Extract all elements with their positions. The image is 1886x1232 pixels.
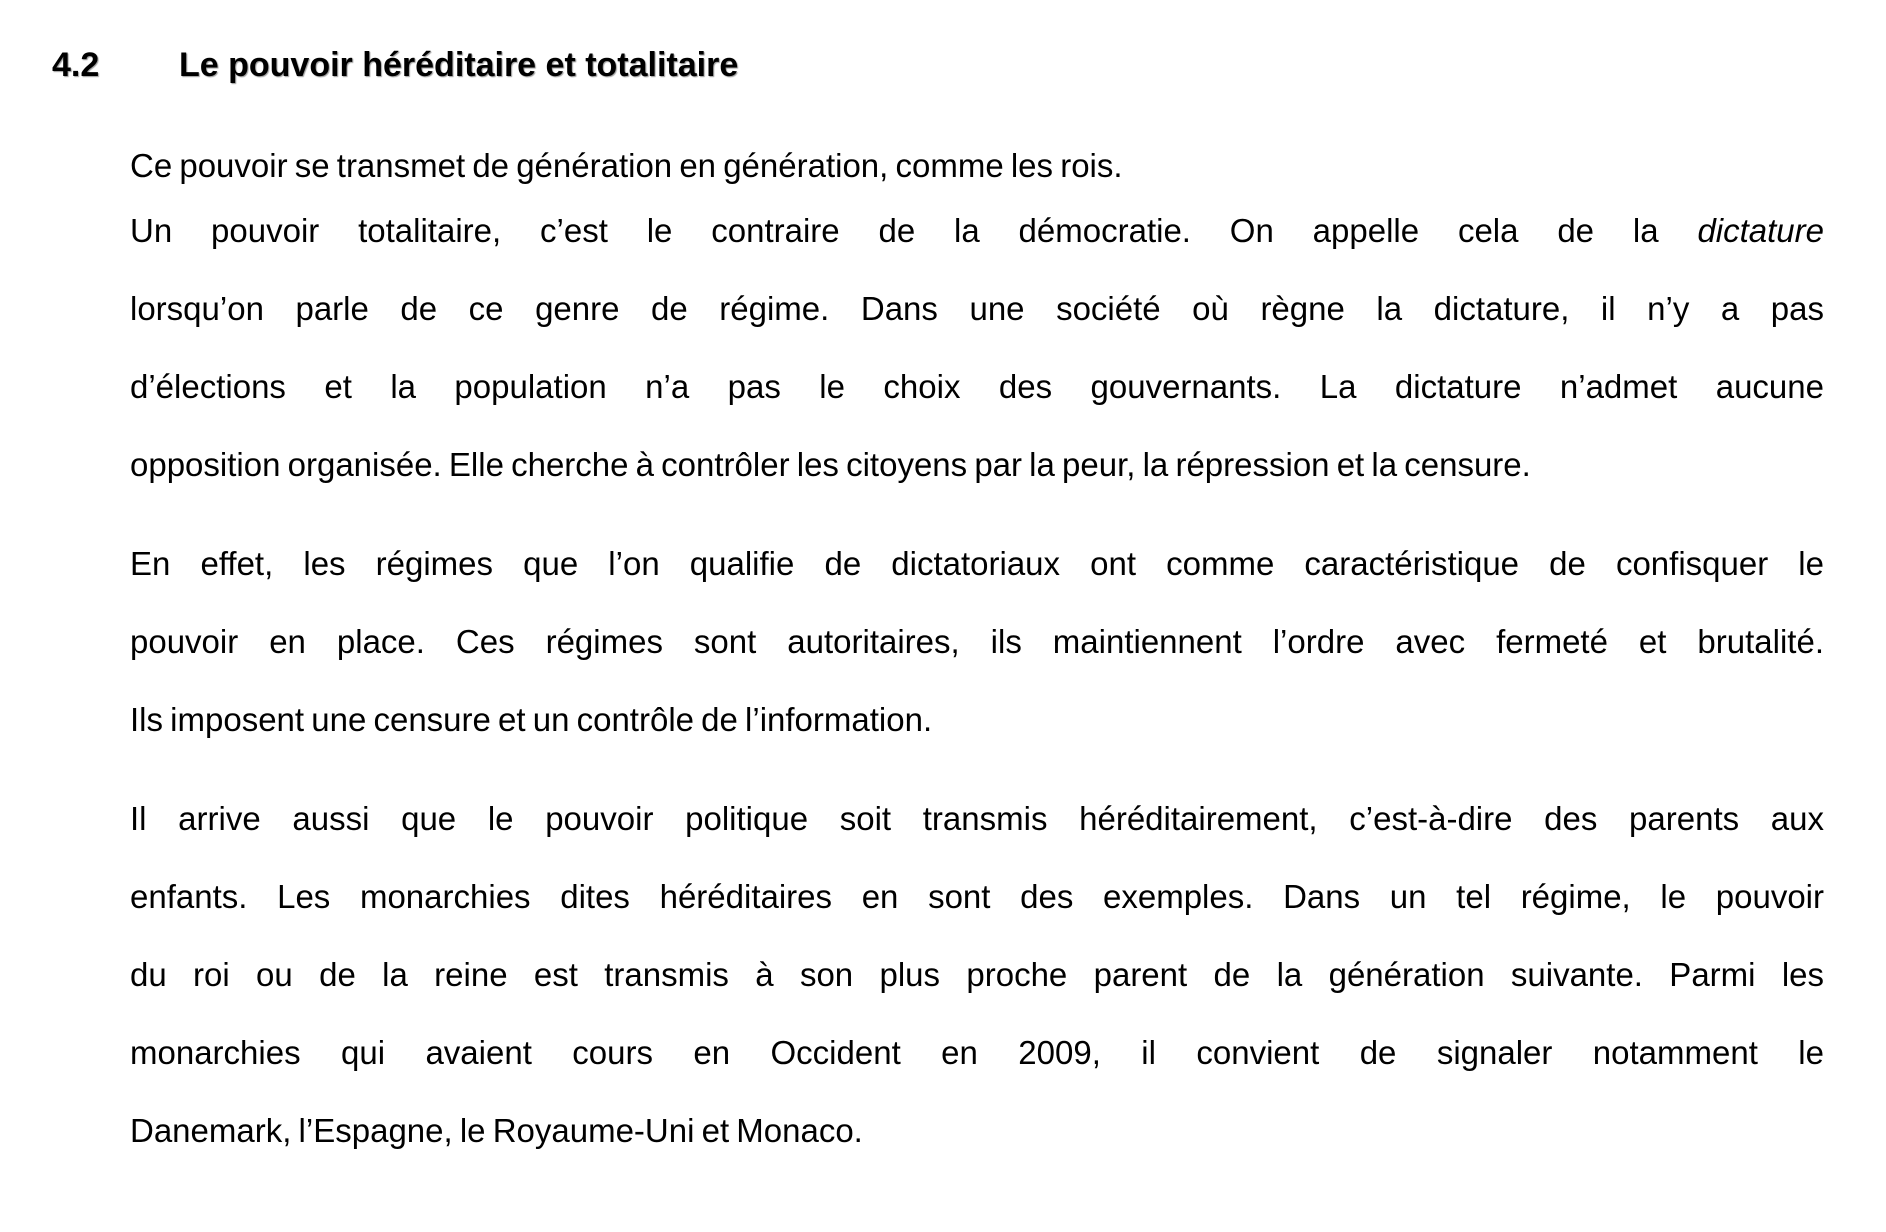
section-title: Le pouvoir héréditaire et totalitaire <box>179 46 739 84</box>
text-line: enfants. Les monarchies dites héréditaires en sont des exemples. Dans un tel régime, le pouvoir <box>130 878 1824 915</box>
text-line: d’élections et la population n’a pas le choix des gouvernants. La dictature n’admet aucune <box>130 368 1824 405</box>
text-line: Ils imposent une censure et un contrôle de l’information. <box>130 701 933 738</box>
text-line: pouvoir en place. Ces régimes sont autoritaires, ils maintiennent l’ordre avec fermeté et brutalité. <box>130 623 1824 660</box>
text-line <box>130 192 1824 270</box>
text-line: En effet, les régimes que l’on qualifie de dictatoriaux ont comme caractéristique de confisquer le <box>130 545 1824 582</box>
section-heading <box>52 46 738 85</box>
paragraph-4 <box>130 780 1824 1170</box>
section-number: 4.2 <box>52 46 100 84</box>
text-line: monarchies qui avaient cours en Occident en 2009, il convient de signaler notamment le <box>130 1034 1824 1071</box>
text-line: Il arrive aussi que le pouvoir politique soit transmis héréditairement, c’est-à-dire des parents aux <box>130 800 1824 837</box>
text-line: lorsqu’on parle de ce genre de régime. Dans une société où règne la dictature, il n’y a pas <box>130 290 1824 327</box>
italic-word: dictature <box>1697 212 1825 249</box>
text-line: du roi ou de la reine est transmis à son plus proche parent de la génération suivante. Parmi les <box>130 956 1824 993</box>
text-line-segment: Un pouvoir totalitaire, c’est le contraire de la démocratie. On appelle cela de la <box>130 212 1659 249</box>
text-line: Ce pouvoir se transmet de génération en génération, comme les rois. <box>130 147 1123 184</box>
text-line: opposition organisée. Elle cherche à contrôler les citoyens par la peur, la répression et la censure. <box>130 446 1531 483</box>
text-line: Danemark, l’Espagne, le Royaume-Uni et Monaco. <box>130 1112 863 1149</box>
paragraph-2 <box>130 192 1824 504</box>
paragraph-3 <box>130 525 1824 759</box>
